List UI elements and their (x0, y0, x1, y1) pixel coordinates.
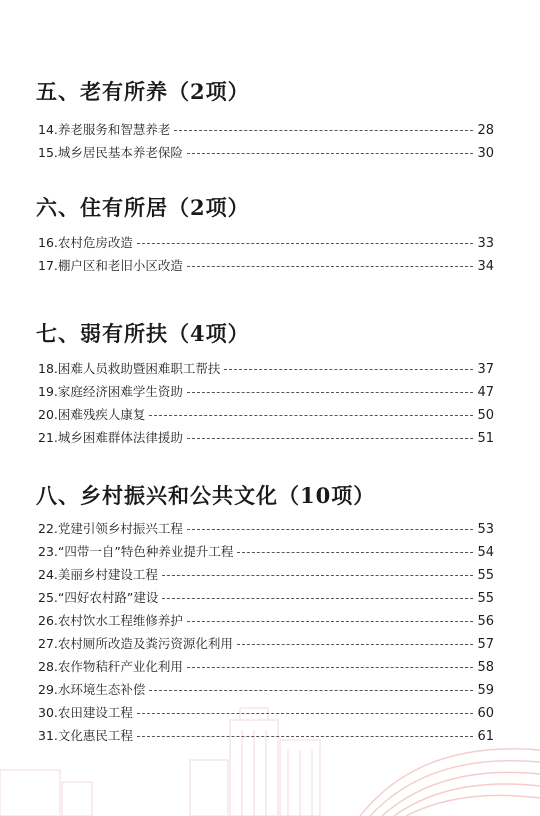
toc-page-number: 53 (477, 522, 494, 537)
toc-page-number: 54 (477, 545, 494, 560)
dotted-leader (224, 369, 473, 370)
dotted-leader (137, 243, 474, 244)
toc-item-19[interactable] (38, 382, 494, 402)
toc-page-number: 57 (477, 637, 494, 652)
toc-item-15[interactable] (38, 143, 494, 163)
toc-item-label: 23.“四带一自”特色种养业提升工程 (38, 544, 234, 559)
dotted-leader (162, 598, 473, 599)
toc-page-number: 58 (477, 660, 494, 675)
toc-item-31[interactable] (38, 726, 494, 746)
toc-page-number: 34 (477, 259, 494, 274)
toc-item-14[interactable] (38, 120, 494, 140)
toc-page-number: 50 (477, 408, 494, 423)
toc-page-number: 37 (477, 362, 494, 377)
toc-item-24[interactable] (38, 565, 494, 585)
dotted-leader (237, 644, 474, 645)
dotted-leader (237, 552, 473, 553)
toc-item-label: 15.城乡居民基本养老保险 (38, 145, 183, 160)
dotted-leader (149, 690, 473, 691)
toc-item-label: 28.农作物秸秆产业化利用 (38, 659, 183, 674)
dotted-leader (187, 621, 474, 622)
toc-page-number: 55 (477, 591, 494, 606)
toc-item-label: 19.家庭经济困难学生资助 (38, 384, 183, 399)
toc-page-number: 28 (477, 123, 494, 138)
toc-item-label: 27.农村厕所改造及粪污资源化利用 (38, 636, 233, 651)
section-title-assistance: 七、弱有所扶（4项） (36, 321, 250, 346)
toc-item-label: 31.文化惠民工程 (38, 728, 133, 743)
dotted-leader (187, 266, 474, 267)
dotted-leader (162, 575, 474, 576)
toc-item-label: 14.养老服务和智慧养老 (38, 122, 171, 137)
toc-item-label: 21.城乡困难群体法律援助 (38, 430, 183, 445)
toc-item-25[interactable] (38, 588, 494, 608)
dotted-leader (187, 667, 474, 668)
toc-page-number: 47 (477, 385, 494, 400)
toc-item-label: 30.农田建设工程 (38, 705, 133, 720)
toc-item-23[interactable] (38, 542, 494, 562)
toc-item-label: 18.困难人员救助暨困难职工帮扶 (38, 361, 221, 376)
toc-page-number: 30 (477, 146, 494, 161)
toc-item-label: 25.“四好农村路”建设 (38, 590, 159, 605)
toc-item-21[interactable] (38, 428, 494, 448)
dotted-leader (187, 153, 474, 154)
toc-page-number: 59 (477, 683, 494, 698)
toc-item-label: 29.水环境生态补偿 (38, 682, 146, 697)
toc-item-label: 24.美丽乡村建设工程 (38, 567, 158, 582)
toc-item-22[interactable] (38, 519, 494, 539)
toc-page-number: 60 (477, 706, 494, 721)
toc-page-number: 55 (477, 568, 494, 583)
toc-item-17[interactable] (38, 256, 494, 276)
section-title-rural-revitalization: 八、乡村振兴和公共文化（10项） (36, 483, 376, 508)
toc-item-label: 26.农村饮水工程维修养护 (38, 613, 183, 628)
toc-item-label: 22.党建引领乡村振兴工程 (38, 521, 183, 536)
toc-page-number: 56 (477, 614, 494, 629)
toc-item-16[interactable] (38, 233, 494, 253)
dotted-leader (187, 392, 474, 393)
dotted-leader (187, 438, 474, 439)
dotted-leader (137, 713, 474, 714)
toc-item-18[interactable] (38, 359, 494, 379)
toc-item-26[interactable] (38, 611, 494, 631)
toc-item-label: 16.农村危房改造 (38, 235, 133, 250)
dotted-leader (149, 415, 473, 416)
section-title-housing: 六、住有所居（2项） (36, 195, 250, 220)
toc-item-label: 17.棚户区和老旧小区改造 (38, 258, 183, 273)
toc-item-label: 20.困难残疾人康复 (38, 407, 146, 422)
toc-item-20[interactable] (38, 405, 494, 425)
dotted-leader (137, 736, 474, 737)
toc-item-27[interactable] (38, 634, 494, 654)
toc-page-number: 61 (477, 729, 494, 744)
dotted-leader (187, 529, 474, 530)
toc-item-30[interactable] (38, 703, 494, 723)
toc-item-29[interactable] (38, 680, 494, 700)
toc-item-28[interactable] (38, 657, 494, 677)
toc-page-number: 51 (477, 431, 494, 446)
toc-page-number: 33 (477, 236, 494, 251)
dotted-leader (174, 130, 473, 131)
section-title-elderly-care: 五、老有所养（2项） (36, 79, 250, 104)
